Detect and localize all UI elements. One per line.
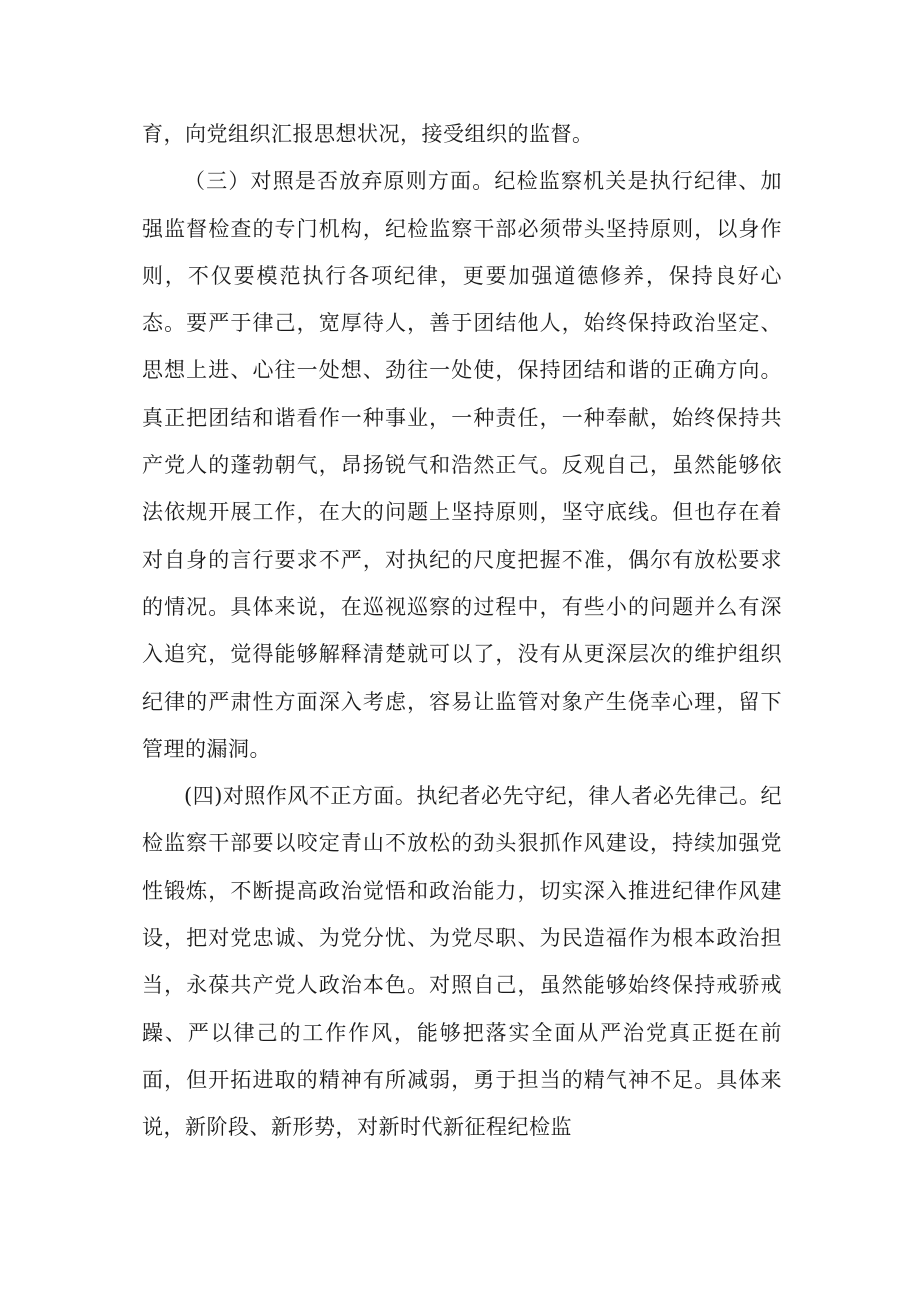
paragraph-section-4: (四)对照作风不正方面。执纪者必先守纪，律人者必先律己。纪检监察干部要以咬定青山不放松的劲头狠抓作风建设，持续加强党性锻炼，不断提高政治觉悟和政治能力，切实深入推进纪律作风建设，把对党忠诚、为党分忧、为党尽职、为民造福作为根本政治担当，永葆共产党人政治本色。对照自己，虽然能够始终保持戒骄戒躁、严以律己的工作作风，能够把落实全面从严治党真正挺在前面，但开拓进取的精神有所减弱，勇于担当的精气神不足。具体来说，新阶段、新形势，对新时代新征程纪检监 bbox=[142, 784, 782, 1140]
document-body bbox=[142, 111, 782, 1152]
paragraph-section-3: （三）对照是否放弃原则方面。纪检监察机关是执行纪律、加强监督检查的专门机构，纪检监察干部必须带头坚持原则，以身作则，不仅要模范执行各项纪律，更要加强道德修养，保持良好心态。要严于律己，宽厚待人，善于团结他人，始终保持政治坚定、思想上进、心往一处想、劲往一处使，保持团结和谐的正确方向。真正把团结和谐看作一种事业，一种责任，一种奉献，始终保持共产党人的蓬勃朝气，昂扬锐气和浩然正气。反观自己，虽然能够依法依规开展工作，在大的问题上坚持原则，坚守底线。但也存在着对自身的言行要求不严，对执纪的尺度把握不准，偶尔有放松要求的情况。具体来说，在巡视巡察的过程中，有些小的问题并么有深入追究，觉得能够解释清楚就可以了，没有从更深层次的维护组织纪律的严肃性方面深入考虑，容易让监管对象产生侥幸心理，留下管理的漏洞。 bbox=[142, 169, 782, 761]
paragraph-continuation: 育，向党组织汇报思想状况，接受组织的监督。 bbox=[142, 122, 594, 146]
